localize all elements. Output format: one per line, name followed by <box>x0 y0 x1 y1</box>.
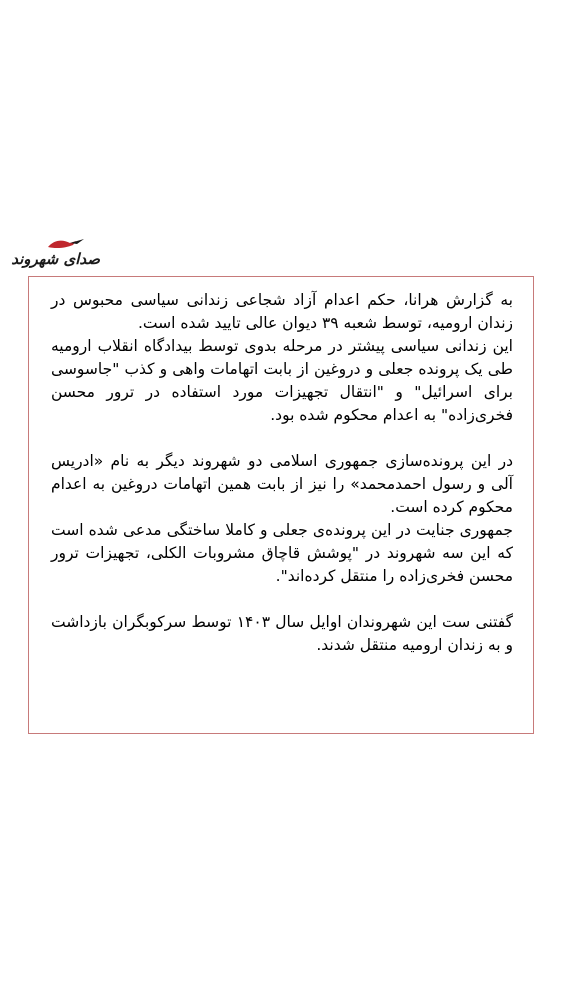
logo-text: صدای شهروند <box>11 250 100 268</box>
paragraph-gap <box>51 427 513 450</box>
article-paragraph-2: این زندانی سیاسی پیشتر در مرحله بدوی توسط بیدادگاه انقلاب ارومیه طی یک پرونده جعلی و دروغین از بابت اتهامات واهی و کذب "جاسوسی برای اسرائیل" و "انتقال تجهیزات مورد استفاده در ترور محسن فخری‌زاده" به اعدام محکوم شده بود. <box>51 337 513 424</box>
article-card <box>28 276 534 734</box>
article-paragraph-4: جمهوری جنایت در این پرونده‌ی جعلی و کاملا ساختگی مدعی شده است که این سه شهروند در "پوشش قاچاق مشروبات الکلی، تجهیزات ترور محسن فخری‌زاده را منتقل کرده‌اند". <box>51 521 513 585</box>
article-paragraph-3: در این پرونده‌سازی جمهوری اسلامی دو شهروند دیگر به نام «ادریس آلی و رسول احمدمحمد» را نیز از بابت همین اتهامات دروغین به اعدام محکوم کرده است. <box>51 452 513 516</box>
site-logo <box>11 238 100 278</box>
article-paragraph-1: به گزارش هرانا، حکم اعدام آزاد شجاعی زندانی سیاسی محبوس در زندان ارومیه، توسط شعبه ۳۹ دیوان عالی تایید شده است. <box>51 291 513 332</box>
article-body <box>51 289 513 657</box>
article-paragraph-5: گفتنی ست این شهروندان اوایل سال ۱۴۰۳ توسط سرکوبگران بازداشت و به زندان ارومیه منتقل شدند. <box>51 613 513 654</box>
paragraph-gap <box>51 588 513 611</box>
bird-logo-icon <box>46 238 86 250</box>
